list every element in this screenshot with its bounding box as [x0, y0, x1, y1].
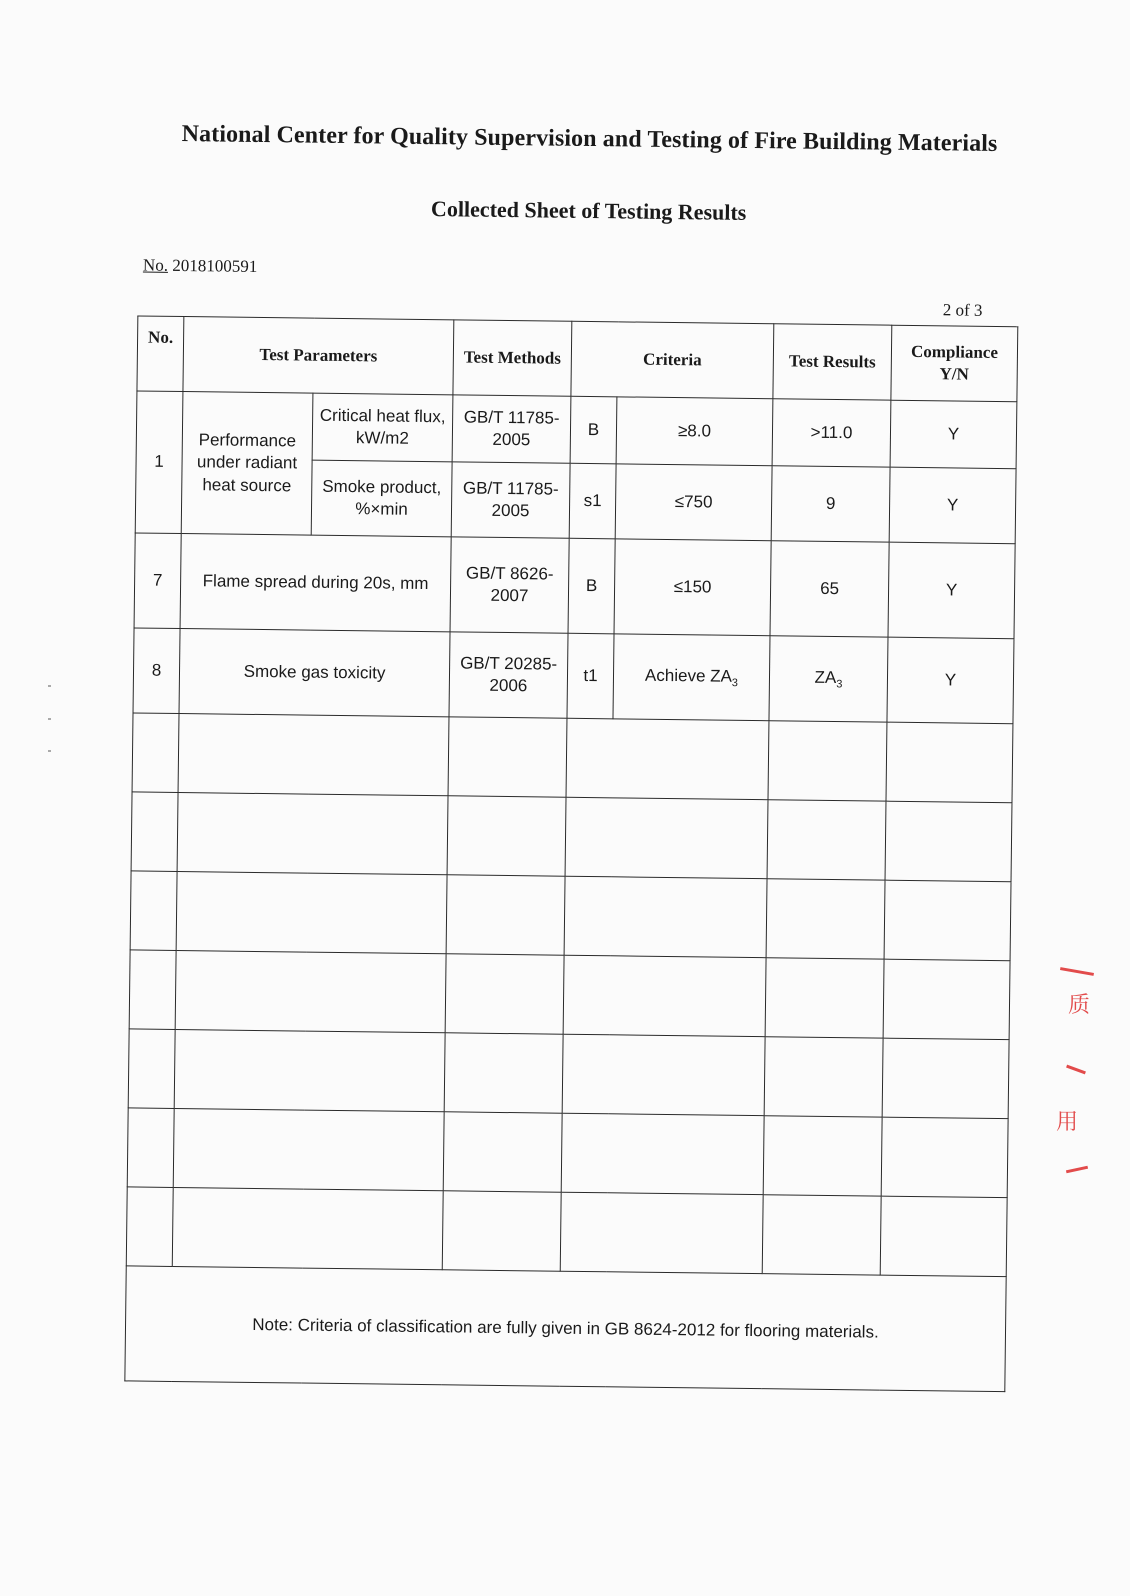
empty-cell [445, 954, 564, 1034]
stamp-character: 质 [1068, 993, 1091, 1018]
test-method: GB/T 11785-2005 [451, 462, 570, 538]
empty-cell [560, 1192, 763, 1273]
empty-cell [444, 1033, 563, 1113]
row-no: 8 [133, 628, 180, 714]
test-method: GB/T 20285-2006 [449, 632, 568, 718]
empty-cell [131, 792, 178, 872]
empty-cell [175, 950, 446, 1032]
empty-cell [880, 1196, 1007, 1277]
document-title: National Center for Quality Supervision and Testing of Fire Building Materials [181, 121, 998, 157]
stamp-stroke [1060, 967, 1094, 976]
empty-cell [566, 718, 769, 799]
table-row [136, 391, 1017, 469]
empty-row [129, 950, 1010, 1040]
stamp-stroke [1066, 1166, 1088, 1174]
parameter-group: Performance under radiant heat source [181, 392, 313, 536]
empty-cell [885, 801, 1012, 882]
report-number [143, 256, 258, 277]
empty-cell [178, 714, 449, 796]
empty-cell [884, 880, 1011, 961]
empty-cell [132, 713, 179, 793]
header-criteria: Criteria [571, 321, 774, 398]
scan-artifact [48, 685, 51, 687]
empty-cell [127, 1108, 174, 1188]
row-no: 7 [134, 533, 181, 629]
sub-parameter: Smoke product, %×min [311, 460, 452, 537]
empty-cell [173, 1108, 444, 1190]
test-method: GB/T 11785-2005 [452, 395, 571, 463]
empty-cell [129, 950, 176, 1030]
empty-cell [561, 1113, 764, 1194]
test-result: >11.0 [772, 399, 891, 467]
test-parameter: Smoke gas toxicity [179, 629, 450, 717]
empty-cell [881, 1117, 1008, 1198]
empty-cell [126, 1187, 173, 1267]
empty-cell [883, 959, 1010, 1040]
criteria-value: ≥8.0 [616, 397, 773, 466]
empty-row [128, 1029, 1009, 1119]
header-compliance: Compliance Y/N [891, 325, 1018, 402]
empty-cell [446, 875, 565, 955]
header-no: No. [137, 316, 184, 392]
test-result: 9 [771, 466, 890, 542]
header-test-methods: Test Methods [453, 320, 572, 396]
empty-cell [176, 871, 447, 953]
classification: s1 [569, 463, 616, 539]
empty-cell [174, 1029, 445, 1111]
empty-cell [766, 879, 885, 959]
empty-cell [767, 800, 886, 880]
empty-row [127, 1108, 1008, 1198]
classification: t1 [567, 633, 614, 719]
table-header-row [137, 316, 1018, 402]
empty-cell [765, 958, 884, 1038]
stamp-character: 用 [1056, 1110, 1079, 1135]
results-table [124, 315, 1018, 1392]
test-parameter: Flame spread during 20s, mm [180, 534, 451, 632]
empty-cell [130, 871, 177, 951]
results-sheet [84, 100, 1040, 1431]
empty-cell [443, 1112, 562, 1192]
empty-cell [886, 722, 1013, 803]
empty-cell [565, 797, 768, 878]
scan-artifact [48, 750, 51, 752]
table-row [134, 533, 1015, 639]
classification-note: Note: Criteria of classification are fully given in GB 8624-2012 for flooring materials. [125, 1266, 1006, 1392]
test-method: GB/T 8626-2007 [450, 537, 569, 633]
empty-row [130, 871, 1011, 961]
header-test-results: Test Results [773, 324, 892, 400]
report-number-label: No. [142, 255, 169, 275]
criteria-subscript: 3 [731, 676, 739, 689]
row-no: 1 [135, 391, 183, 534]
empty-cell [762, 1195, 881, 1275]
empty-cell [128, 1029, 175, 1109]
result-subscript: 3 [836, 678, 843, 691]
header-test-parameters: Test Parameters [183, 317, 454, 395]
criteria-value [613, 634, 770, 721]
stamp-stroke [1066, 1065, 1086, 1075]
table-row [133, 628, 1014, 724]
note-row [125, 1266, 1006, 1392]
document-subtitle: Collected Sheet of Testing Results [430, 196, 747, 225]
result-text: ZA [814, 667, 837, 687]
report-number-value: 2018100591 [172, 255, 258, 276]
empty-cell [764, 1037, 883, 1117]
criteria-text: Achieve ZA [644, 665, 733, 686]
compliance-value: Y [887, 637, 1014, 724]
page-count: 2 of 3 [942, 300, 983, 320]
empty-row [126, 1187, 1007, 1277]
test-result [769, 636, 888, 722]
empty-cell [177, 793, 448, 875]
sub-parameter: Critical heat flux, kW/m2 [312, 393, 453, 462]
empty-cell [447, 796, 566, 876]
empty-cell [763, 1116, 882, 1196]
classification: B [570, 396, 617, 464]
empty-cell [562, 1034, 765, 1115]
empty-cell [172, 1187, 443, 1269]
empty-cell [448, 717, 567, 797]
compliance-value: Y [890, 400, 1017, 469]
compliance-value: Y [889, 467, 1016, 544]
empty-cell [768, 721, 887, 801]
empty-row [132, 713, 1013, 803]
test-result: 65 [770, 541, 889, 637]
criteria-value: ≤150 [614, 539, 771, 636]
empty-cell [563, 955, 766, 1036]
criteria-value: ≤750 [615, 464, 772, 541]
empty-cell [442, 1191, 561, 1271]
compliance-value: Y [888, 542, 1015, 639]
empty-row [131, 792, 1012, 882]
red-seal-stamp [1056, 970, 1100, 1180]
scan-artifact [48, 718, 51, 720]
empty-cell [882, 1038, 1009, 1119]
empty-cell [564, 876, 767, 957]
classification: B [568, 538, 615, 634]
